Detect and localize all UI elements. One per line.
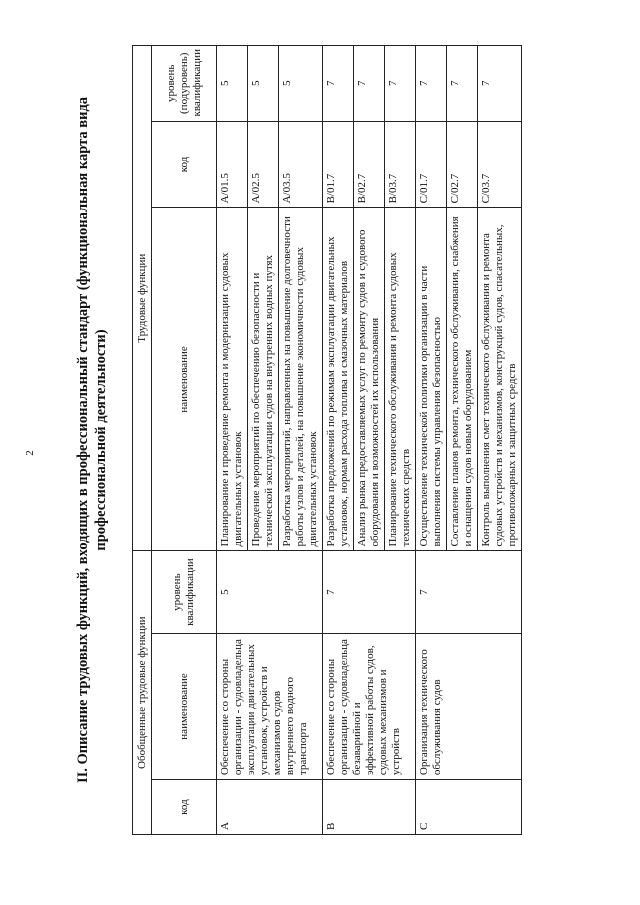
- function-code: C/03.7: [478, 121, 522, 208]
- function-name: Контроль выполнения смет технического обслуживания и ремонта судовых устройств и механизмов, конструкций судов, спасательных, противопожарных и защитных средств: [478, 208, 522, 551]
- table-row: [323, 46, 354, 835]
- group-level: 7: [323, 551, 416, 633]
- header-function-code: код: [152, 121, 217, 208]
- group-name: Обеспечение со стороны организации - судовладельца эксплуатации двигательных установок, устройств и механизмов судов внутреннего водного транспорта: [217, 633, 323, 779]
- group-name: Обеспечение со стороны организации - судовладельца безаварийной и эффективной работы судов, судовых механизмов и устройств: [323, 633, 416, 779]
- title-line-1: II. Описание трудовых функций, входящих в профессиональный стандарт (функциональная карта вида: [75, 96, 91, 784]
- function-name: Проведение мероприятий по обеспечению безопасности и технической эксплуатации судов на внутренних водных путях: [248, 208, 279, 551]
- group-level: 5: [217, 551, 323, 633]
- function-code: C/01.7: [416, 121, 447, 208]
- function-name: Разработка предложений по режимам эксплуатации двигательных установок, нормам расхода топлива и смазочных материалов: [323, 208, 354, 551]
- function-name: Планирование и проведение ремонта и модернизации судовых двигательных установок: [217, 208, 248, 551]
- header-name: наименование: [152, 633, 217, 779]
- table-row: [416, 46, 447, 835]
- page-number: 2: [23, 450, 36, 456]
- group-code: B: [323, 780, 416, 835]
- function-code: B/03.7: [385, 121, 416, 208]
- header-row-2: [152, 46, 217, 835]
- function-code: C/02.7: [447, 121, 478, 208]
- header-generalized: Обобщенные трудовые функции: [133, 551, 152, 835]
- function-name: Осуществление технической политики организации в части выполнения системы управления безопасностью: [416, 208, 447, 551]
- header-code: код: [152, 780, 217, 835]
- function-code: A/03.5: [279, 121, 323, 208]
- function-level: 7: [478, 46, 522, 122]
- function-code: B/01.7: [323, 121, 354, 208]
- group-code: C: [416, 780, 522, 835]
- function-level: 5: [217, 46, 248, 122]
- function-level: 5: [279, 46, 323, 122]
- functional-map-table: [132, 45, 522, 835]
- function-level: 5: [248, 46, 279, 122]
- group-code: A: [217, 780, 323, 835]
- function-code: B/02.7: [354, 121, 385, 208]
- function-level: 7: [354, 46, 385, 122]
- table-row: [217, 46, 248, 835]
- group-level: 7: [416, 551, 522, 633]
- function-code: A/02.5: [248, 121, 279, 208]
- header-row-1: [133, 46, 152, 835]
- header-function-name: наименование: [152, 208, 217, 551]
- section-title: [64, 45, 120, 835]
- header-function-level: уровень (подуровень) квалификации: [152, 46, 217, 122]
- title-line-2: профессиональной деятельности): [93, 329, 109, 551]
- function-name: Разработка мероприятий, направленных на повышение долговечности работы узлов и деталей, на повышение экономичности судовых двигательных установок: [279, 208, 323, 551]
- function-level: 7: [447, 46, 478, 122]
- function-code: A/01.5: [217, 121, 248, 208]
- header-level: уровень квалификации: [152, 551, 217, 633]
- rotated-page: [64, 45, 569, 835]
- function-name: Планирование технического обслуживания и ремонта судовых технических средств: [385, 208, 416, 551]
- function-name: Анализ рынка предоставляемых услуг по ремонту судов и судового оборудования и возможностей их использования: [354, 208, 385, 551]
- header-functions: Трудовые функции: [133, 46, 152, 551]
- function-level: 7: [323, 46, 354, 122]
- function-level: 7: [416, 46, 447, 122]
- group-name: Организация технического обслуживания судов: [416, 633, 522, 779]
- function-name: Составление планов ремонта, технического обслуживания, снабжения и оснащения судов новым оборудованием: [447, 208, 478, 551]
- function-level: 7: [385, 46, 416, 122]
